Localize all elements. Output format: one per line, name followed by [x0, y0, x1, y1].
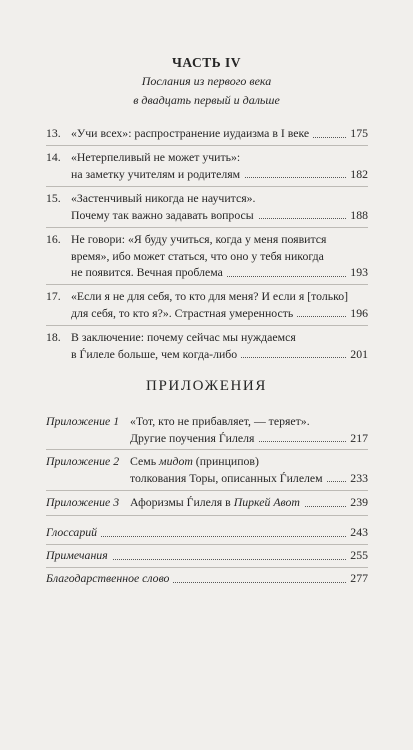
chapter-title-line: «Учи всех»: распространение иудаизма в I веке — [71, 126, 313, 140]
page-number: 255 — [346, 547, 368, 564]
divider — [46, 325, 368, 326]
chapter-title-line: для себя, то кто я?». Страстная умеренность — [71, 306, 297, 320]
toc-entry-appendix-2[interactable] — [46, 453, 368, 486]
page-number: 175 — [346, 125, 368, 142]
page-number: 201 — [346, 346, 368, 363]
chapter-number: 15. — [46, 191, 61, 205]
appendix-title-line: толкования Торы, описанных Ѓилелем — [130, 471, 327, 485]
toc-entry-chapter-15[interactable] — [46, 190, 368, 223]
chapter-number: 17. — [46, 289, 61, 303]
chapter-title-line: на заметку учителям и родителям — [71, 167, 244, 181]
chapter-title-line: «Нетерпеливый не может учить»: — [71, 150, 244, 164]
appendix-label: Приложение 1 — [46, 414, 120, 428]
toc-entry-chapter-13[interactable] — [46, 125, 368, 142]
back-matter-title: Примечания — [46, 548, 112, 562]
divider — [46, 515, 368, 516]
page-number: 233 — [346, 470, 368, 487]
back-matter-title: Глоссарий — [46, 525, 101, 539]
part-subtitle-line-2: в двадцать первый и дальше — [133, 93, 280, 107]
chapter-title-line: не появится. Вечная проблема — [71, 265, 227, 279]
toc-entry-chapter-16[interactable] — [46, 231, 368, 281]
appendix-title-line: Другие поучения Ѓилеля — [130, 431, 258, 445]
page-number: 277 — [346, 570, 368, 587]
page-number: 193 — [346, 264, 368, 281]
toc-entry-appendix-1[interactable] — [46, 413, 368, 446]
page-number: 196 — [346, 305, 368, 322]
divider — [46, 284, 368, 285]
page-number: 217 — [346, 430, 368, 447]
appendix-title-line: «Тот, кто не прибавляет, — теряет». — [130, 414, 314, 428]
toc-entry-acknowledgements[interactable] — [46, 570, 368, 587]
toc-entry-chapter-17[interactable] — [46, 288, 368, 321]
divider — [46, 145, 368, 146]
toc-entry-appendix-3[interactable] — [46, 494, 368, 511]
appendix-title-line: Афоризмы Ѓилеля в Пиркей Авот — [130, 495, 304, 509]
page-number: 188 — [346, 207, 368, 224]
appendix-label: Приложение 2 — [46, 454, 120, 468]
chapter-title-line: в Ѓилеле больше, чем когда-либо — [71, 347, 241, 361]
chapter-title-line: время», ибо может статься, что оно у тебя никогда — [71, 249, 328, 263]
toc-entry-notes[interactable] — [46, 547, 368, 564]
appendix-label: Приложение 3 — [46, 495, 120, 509]
appendix-title-line: Семь мидот (принципов) — [130, 454, 263, 468]
divider — [46, 490, 368, 491]
chapter-title-line: В заключение: почему сейчас мы нуждаемся — [71, 330, 300, 344]
back-matter-title: Благодарственное слово — [46, 571, 173, 585]
chapter-number: 18. — [46, 330, 61, 344]
divider — [46, 227, 368, 228]
page-number: 182 — [346, 166, 368, 183]
chapter-title-line: Почему так важно задавать вопросы — [71, 208, 258, 222]
page-number: 243 — [346, 524, 368, 541]
appendices-heading: ПРИЛОЖЕНИЯ — [146, 378, 267, 394]
divider — [46, 449, 368, 450]
chapter-number: 16. — [46, 232, 61, 246]
divider — [46, 567, 368, 568]
part-title: ЧАСТЬ IV — [171, 55, 242, 70]
divider — [46, 544, 368, 545]
divider — [46, 186, 368, 187]
chapter-title-line: «Если я не для себя, то кто для меня? И если я [только] — [71, 289, 352, 303]
toc-entry-glossary[interactable] — [46, 524, 368, 541]
page-number: 239 — [346, 494, 368, 511]
chapter-title-line: Не говори: «Я буду учиться, когда у меня появится — [71, 232, 330, 246]
chapter-number: 13. — [46, 126, 61, 140]
toc-entry-chapter-14[interactable] — [46, 149, 368, 182]
part-subtitle-line-1: Послания из первого века — [141, 74, 272, 88]
toc-entry-chapter-18[interactable] — [46, 329, 368, 362]
chapter-number: 14. — [46, 150, 61, 164]
chapter-title-line: «Застенчивый никогда не научится». — [71, 191, 260, 205]
